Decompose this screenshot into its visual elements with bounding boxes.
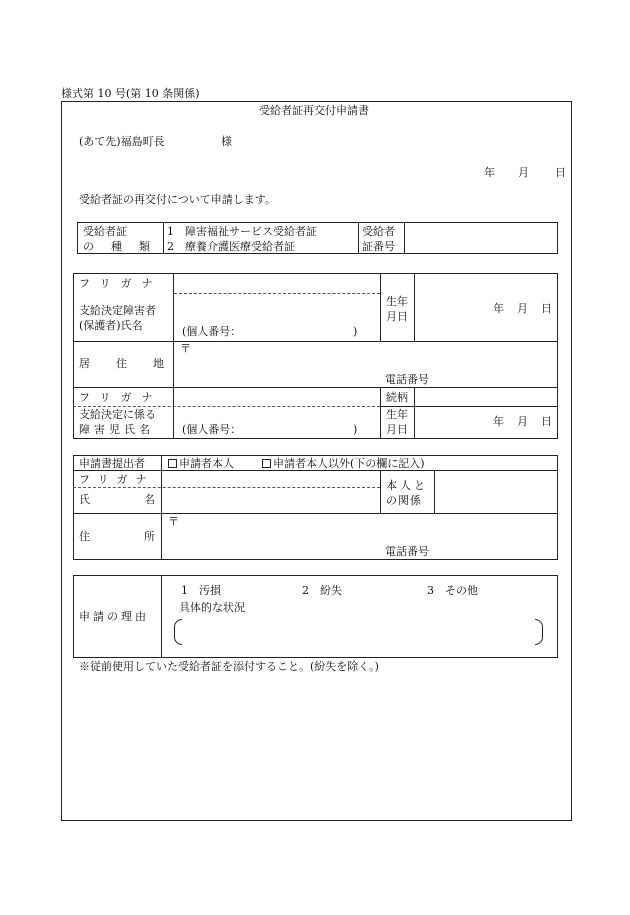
reason-option-2[interactable]: 2 紛失 bbox=[302, 584, 342, 597]
recipient-furigana-field[interactable] bbox=[174, 274, 380, 292]
recipient-birth-label-1: 生年 bbox=[386, 295, 408, 308]
child-birth-year: 年 bbox=[493, 415, 504, 428]
statement: 受給者証の再交付について申請します。 bbox=[79, 193, 276, 206]
applicant-address-label: 住 所 bbox=[79, 530, 155, 543]
addressee: (あて先)福島町長 bbox=[79, 135, 165, 148]
submitter-self-option[interactable]: 申請者本人 bbox=[168, 458, 234, 469]
checkbox-self[interactable] bbox=[168, 459, 177, 468]
reason-detail-label: 具体的な状況 bbox=[179, 601, 245, 614]
reason-option-1[interactable]: 1 汚損 bbox=[181, 584, 221, 597]
residence-label: 居住地 bbox=[79, 357, 190, 370]
right-bracket-icon bbox=[535, 619, 543, 645]
recipient-birth-year: 年 bbox=[493, 302, 504, 315]
recipient-birth-label-2: 月日 bbox=[386, 310, 408, 323]
addressee-honorific: 様 bbox=[221, 135, 232, 148]
child-name-label-1: 支給決定に係る bbox=[79, 408, 156, 421]
applicant-furigana-field[interactable] bbox=[162, 471, 380, 487]
relation-label: 続柄 bbox=[386, 391, 408, 404]
cert-option-1[interactable]: 1 障害福祉サービス受給者証 bbox=[167, 225, 317, 238]
child-furigana-label: フリガナ bbox=[79, 391, 163, 404]
cert-type-label-1: 受給者証 bbox=[83, 225, 127, 238]
recipient-individual-number[interactable]: (個人番号： bbox=[182, 325, 242, 338]
applicant-name-field[interactable] bbox=[162, 488, 380, 512]
date-year-label: 年 bbox=[484, 166, 495, 179]
reason-option-3[interactable]: 3 その他 bbox=[427, 584, 478, 597]
child-furigana-field[interactable] bbox=[174, 388, 380, 406]
form-title: 受給者証再交付申請書 bbox=[259, 104, 369, 117]
recipient-birth-day: 日 bbox=[541, 302, 552, 315]
submitter-label: 申請書提出者 bbox=[79, 457, 145, 470]
applicant-relation-field[interactable] bbox=[435, 471, 557, 512]
cert-option-2[interactable]: 2 療養介護医療受給者証 bbox=[167, 240, 295, 253]
applicant-phone-label: 電話番号 bbox=[385, 545, 429, 558]
checkbox-other[interactable] bbox=[262, 459, 271, 468]
recipient-name-label-1: 支給決定障害者 bbox=[79, 304, 156, 317]
recipient-name-label-2: (保護者)氏名 bbox=[79, 319, 143, 332]
cert-number-label-2: 証番号 bbox=[362, 240, 395, 253]
child-birth-label-2: 月日 bbox=[386, 423, 408, 436]
submitter-other-option[interactable]: 申請者本人以外(下の欄に記入) bbox=[262, 458, 425, 469]
recipient-furigana-label: フリガナ bbox=[79, 277, 163, 290]
applicant-relation-label-1: 本人と bbox=[386, 479, 428, 492]
cert-type-label-2: の種類 bbox=[83, 240, 167, 253]
date-day-label: 日 bbox=[555, 166, 566, 179]
cert-number-label-1: 受給者 bbox=[362, 225, 395, 238]
residence-field[interactable] bbox=[174, 342, 557, 386]
child-individual-number[interactable]: (個人番号： bbox=[182, 423, 242, 436]
form-number: 様式第 10 号(第 10 条関係) bbox=[61, 87, 200, 100]
applicant-postal-mark: 〒 bbox=[168, 515, 179, 528]
applicant-relation-label-2: の関係 bbox=[386, 494, 422, 507]
applicant-address-field[interactable] bbox=[162, 514, 557, 559]
child-birth-label-1: 生年 bbox=[386, 408, 408, 421]
residence-phone-label: 電話番号 bbox=[385, 373, 429, 386]
date-month-label: 月 bbox=[518, 166, 529, 179]
reason-detail-field[interactable] bbox=[184, 620, 533, 644]
applicant-furigana-label: フリガナ bbox=[79, 473, 155, 486]
child-birth-day: 日 bbox=[541, 415, 552, 428]
residence-postal-mark: 〒 bbox=[180, 342, 191, 355]
reason-label: 申請の理由 bbox=[79, 610, 149, 623]
relation-field[interactable] bbox=[415, 388, 557, 406]
applicant-name-label: 氏 名 bbox=[79, 493, 155, 506]
cert-number-field[interactable] bbox=[405, 223, 557, 253]
left-bracket-icon bbox=[174, 619, 182, 645]
child-name-label-2: 障害児氏名 bbox=[79, 423, 154, 436]
child-individual-number-close: ) bbox=[353, 423, 358, 436]
attachment-note: ※従前使用していた受給者証を添付すること。(紛失を除く。) bbox=[79, 660, 379, 673]
recipient-birth-month: 月 bbox=[517, 302, 528, 315]
recipient-individual-number-close: ) bbox=[353, 325, 358, 338]
child-birth-month: 月 bbox=[517, 415, 528, 428]
